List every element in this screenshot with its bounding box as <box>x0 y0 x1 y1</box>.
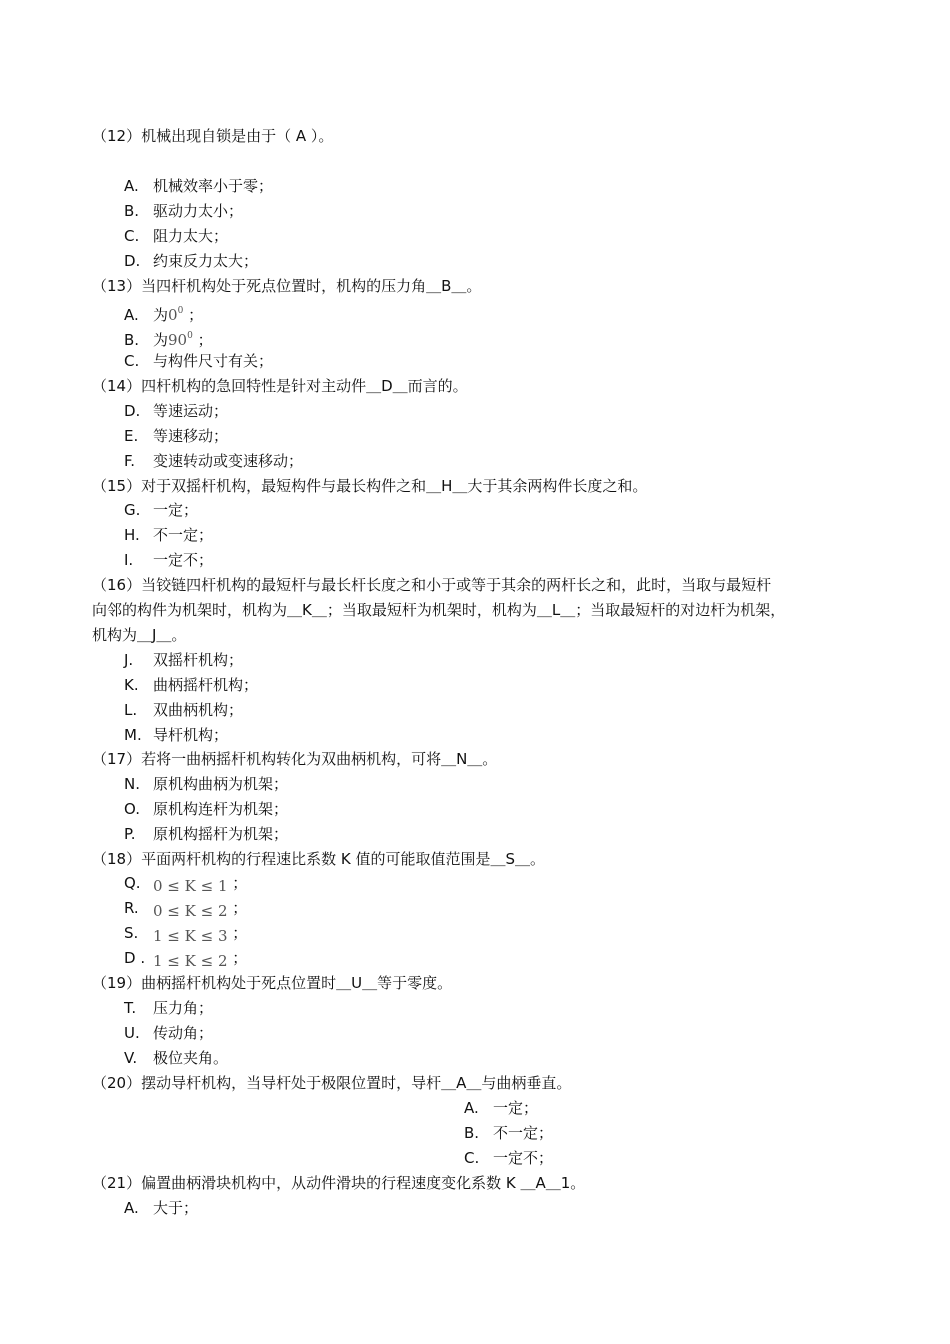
q19-option-u: U. 传动角； <box>124 1024 214 1042</box>
q13-option-b: B. 为$90^0$ ； <box>124 331 213 349</box>
ninety-degree-formula: $90^0$ <box>168 331 193 349</box>
question-18-stem: （18）平面两杆机构的行程速比系数 K 值的可能取值范围是＿S＿。 <box>92 850 545 868</box>
q15-option-g: G. 一定； <box>124 501 199 519</box>
q20-option-a: A. 一定； <box>464 1099 539 1117</box>
q13-option-c: C. 与构件尺寸有关； <box>124 352 274 370</box>
question-21-stem: （21）偏置曲柄滑块机构中，从动件滑块的行程速度变化系数 K ＿A＿1。 <box>92 1174 586 1192</box>
q16-option-k: K. 曲柄摇杆机构； <box>124 676 259 694</box>
q15-option-h: H. 不一定； <box>124 526 214 544</box>
question-17-stem: （17）若将一曲柄摇杆机构转化为双曲柄机构，可将＿N＿。 <box>92 750 498 768</box>
q17-option-n: N. 原机构曲柄为机架； <box>124 775 289 793</box>
q12-option-b: B. 驱动力太小； <box>124 202 244 220</box>
question-19-stem: （19）曲柄摇杆机构处于死点位置时＿U＿等于零度。 <box>92 974 453 992</box>
q14-option-e: E. 等速移动； <box>124 427 229 445</box>
question-16-stem-line-2: 向邻的构件为机架时，机构为＿K＿；当取最短杆为机架时，机构为＿L＿；当取最短杆的对边杆为机架， <box>92 601 786 619</box>
q16-option-l: L. 双曲柄机构； <box>124 701 244 719</box>
q12-option-d: D. 约束反力太大； <box>124 252 259 270</box>
question-14-stem: （14）四杆机构的急回特性是针对主动件＿D＿而言的。 <box>92 377 468 395</box>
question-20-stem: （20）摆动导杆机构，当导杆处于极限位置时，导杆＿A＿与曲柄垂直。 <box>92 1074 572 1092</box>
inequality-formula: 1 ≤ K ≤ 3 <box>153 927 228 945</box>
q18-option-r: R. 0 ≤ K ≤ 2 ； <box>124 899 248 920</box>
q18-option-s: S. 1 ≤ K ≤ 3 ； <box>124 924 248 945</box>
q17-option-o: O. 原机构连杆为机架； <box>124 800 289 818</box>
q13-option-a: A. 为$0^0$ ； <box>124 306 204 324</box>
q21-option-a: A. 大于； <box>124 1199 199 1217</box>
inequality-formula: 0 ≤ K ≤ 1 <box>153 877 228 895</box>
q18-option-d: D . 1 ≤ K ≤ 2 ； <box>124 949 248 970</box>
q15-option-i: I. 一定不； <box>124 551 214 569</box>
zero-degree-formula: $0^0$ <box>168 306 184 324</box>
q17-option-p: P. 原机构摇杆为机架； <box>124 825 289 843</box>
question-16-stem-line-1: （16）当铰链四杆机构的最短杆与最长杆长度之和小于或等于其余的两杆长之和，此时，当取与最短杆 <box>92 576 772 594</box>
q14-option-f: F. 变速转动或变速移动； <box>124 452 304 470</box>
question-15-stem: （15）对于双摇杆机构，最短构件与最长构件之和＿H＿大于其余两构件长度之和。 <box>92 477 648 495</box>
question-13-stem: （13）当四杆机构处于死点位置时，机构的压力角＿B＿。 <box>92 277 482 295</box>
inequality-formula: 1 ≤ K ≤ 2 <box>153 952 228 970</box>
q19-option-t: T. 压力角； <box>124 999 214 1017</box>
q18-option-q: Q. 0 ≤ K ≤ 1 ； <box>124 874 248 895</box>
q14-option-d: D. 等速运动； <box>124 402 229 420</box>
question-16-stem-line-3: 机构为＿J＿。 <box>92 626 187 644</box>
question-12-stem: （12）机械出现自锁是由于（ A ）。 <box>92 127 334 145</box>
q20-option-c: C. 一定不； <box>464 1149 554 1167</box>
q20-option-b: B. 不一定； <box>464 1124 554 1142</box>
q12-option-a: A. 机械效率小于零； <box>124 177 274 195</box>
q16-option-m: M. 导杆机构； <box>124 726 229 744</box>
q19-option-v: V. 极位夹角。 <box>124 1049 229 1067</box>
inequality-formula: 0 ≤ K ≤ 2 <box>153 902 228 920</box>
q16-option-j: J. 双摇杆机构； <box>124 651 244 669</box>
q12-option-c: C. 阻力太大； <box>124 227 229 245</box>
